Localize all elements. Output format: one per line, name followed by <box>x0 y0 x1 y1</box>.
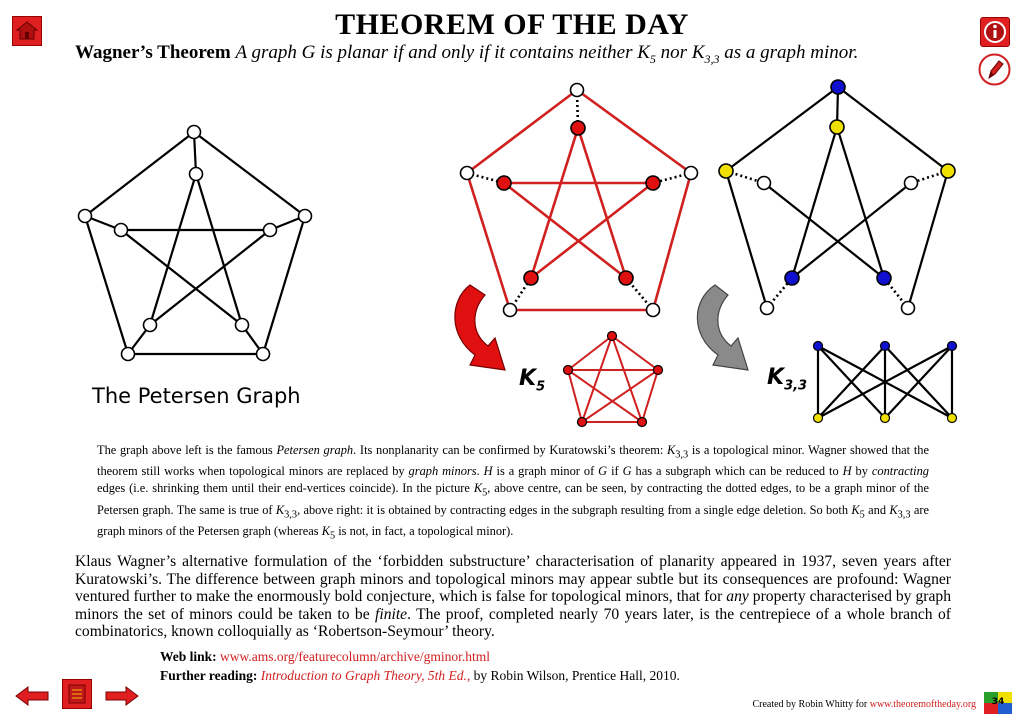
credit-line <box>752 699 976 710</box>
figure-caption <box>97 442 929 545</box>
caption-text: , above right: it is obtained by contracting edges in the subgraph resulting from a single edge deletion. So both <box>297 502 852 517</box>
caption-text: is a graph minor of <box>492 464 599 479</box>
caption-text: is a topological minor. Wagner showed that the theorem still works when topological minors are replaced by <box>97 443 929 479</box>
page-title: THEOREM OF THE DAY <box>335 8 689 41</box>
caption-italic: K <box>321 524 330 539</box>
petersen-graph <box>70 120 330 370</box>
body-text: Klaus Wagner’s alternative formulation of the ‘forbidden substructure’ characterisation of planarity appeared in 1937, seven years after Kuratowski’s. The difference between graph minors and topological minors may appear subtle but its consequences are profound: Wagner ventured further to make the enormously bold conjecture, which is false for topological minors, that for <box>75 553 951 605</box>
theorem-name: Wagner’s Theorem <box>75 42 231 63</box>
petersen-label: The Petersen Graph <box>92 384 301 408</box>
caption-italic: K <box>851 502 860 517</box>
caption-text: . Its nonplanarity can be confirmed by Kuratowski’s theorem: <box>353 443 667 457</box>
caption-text: The graph above left is the famous <box>97 443 277 457</box>
caption-text: . <box>476 464 484 479</box>
caption-sub: 3,3 <box>284 509 298 521</box>
further-reading-label: Further reading: <box>160 668 258 683</box>
caption-italic: H <box>483 464 493 479</box>
k33-letter: K <box>767 365 785 390</box>
further-reading-rest: by Robin Wilson, Prentice Hall, 2010. <box>470 668 680 683</box>
statement-part-b: nor K <box>655 42 705 63</box>
caption-italic: K <box>275 502 285 517</box>
body-italic: any <box>726 588 749 605</box>
statement-part-a: A graph G is planar if and only if it contains neither K <box>235 42 650 63</box>
web-link-url[interactable]: www.ams.org/featurecolumn/archive/gminor.html <box>220 649 490 664</box>
further-reading-title[interactable]: Introduction to Graph Theory, 5th Ed., <box>260 668 471 683</box>
prev-arrow-icon[interactable] <box>14 685 50 707</box>
k33-sub: 3,3 <box>784 378 808 394</box>
index-icon <box>63 680 91 708</box>
edit-button[interactable] <box>978 53 1011 86</box>
caption-text: if <box>607 464 623 479</box>
red-curved-arrow <box>440 280 520 390</box>
k5-sub: 5 <box>536 379 546 395</box>
next-arrow-icon[interactable] <box>104 685 140 707</box>
caption-italic: Petersen graph <box>276 443 354 457</box>
theorem-statement <box>75 42 858 67</box>
caption-italic: K <box>889 502 898 517</box>
caption-sub: 3,3 <box>897 509 911 521</box>
gray-curved-arrow <box>680 280 760 390</box>
body-text: property characterised by graph minors the set of minors could be taken to be <box>75 588 951 623</box>
caption-text: and <box>864 502 890 517</box>
caption-text: has a subgraph which can be reduced to <box>631 464 843 479</box>
caption-text: are graph minors of the Petersen graph (whereas <box>97 502 929 539</box>
statement-sub-33: 3,3 <box>704 51 720 66</box>
main-paragraph <box>75 553 951 641</box>
body-italic: finite <box>375 605 408 623</box>
caption-sub: 3,3 <box>675 449 689 461</box>
caption-italic: graph minors <box>408 464 477 479</box>
caption-sub: 5 <box>859 509 865 521</box>
further-reading-row <box>160 668 680 684</box>
k5-label <box>519 366 545 394</box>
caption-text: is not, in fact, a topological minor). <box>335 524 514 539</box>
k33-label <box>767 365 807 393</box>
web-link-label: Web link: <box>160 649 217 664</box>
index-button[interactable] <box>62 679 92 709</box>
caption-text: edges (i.e. shrinking them until their end-vertices coincide). In the picture <box>97 481 474 496</box>
caption-italic: contracting <box>871 464 930 479</box>
caption-sub: 5 <box>482 487 488 499</box>
page-badge <box>984 692 1012 714</box>
caption-italic: K <box>666 443 676 457</box>
caption-sub: 5 <box>329 530 336 542</box>
caption-italic: H <box>842 464 852 479</box>
body-text: . The proof, completed nearly 70 years later, is the centrepiece of a whole branch of combinatorics, known colloquially as ‘Robertson-Seymour’ theory. <box>75 605 951 640</box>
edit-icon <box>978 53 1011 86</box>
caption-text: by <box>851 464 872 479</box>
caption-italic: G <box>598 464 608 479</box>
caption-text: , above centre, can be seen, by contracting the dotted edges, to be a graph minor of the Petersen graph. The same is true of <box>97 481 929 517</box>
caption-italic: G <box>622 464 632 479</box>
k5-letter: K <box>519 366 537 391</box>
k5-complete-graph <box>560 330 670 430</box>
statement-sub-5: 5 <box>649 51 656 66</box>
page-number: 34 <box>991 697 1005 707</box>
statement-part-c: as a graph minor. <box>719 42 859 63</box>
credit-text: Created by Robin Whitty for <box>752 699 870 710</box>
credit-url[interactable]: www.theoremoftheday.org <box>869 699 976 710</box>
k33-complete-bipartite-graph <box>810 338 960 428</box>
web-link-row <box>160 649 490 665</box>
caption-italic: K <box>473 481 483 496</box>
